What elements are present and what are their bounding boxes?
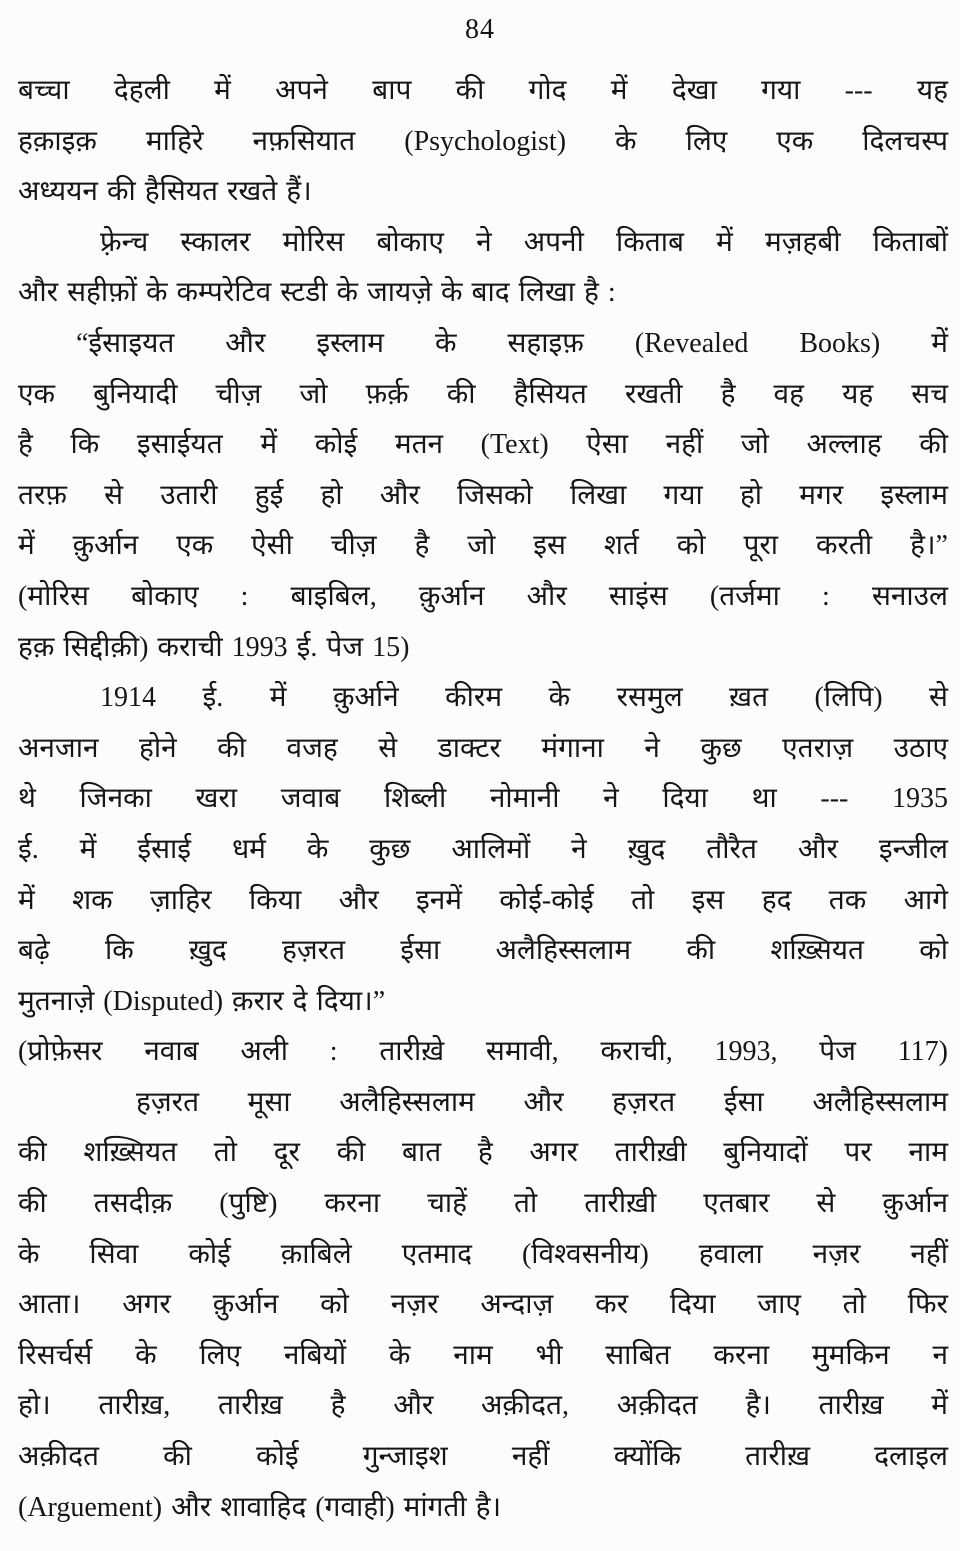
text-line: हज़रत मूसा अलैहिस्सलाम और हज़रत ईसा अलैहिस्सलाम	[136, 1086, 948, 1118]
text-line: में क़ुर्आन एक ऐसी चीज़ है जो इस शर्त को पूरा करती है।”	[18, 530, 948, 562]
citation-line: (प्रोफ़ेसर नवाब अली : तारीख़े समावी, कराची, 1993, पेज 117)	[18, 1036, 948, 1068]
text-line: आता। अगर क़ुर्आन को नज़र अन्दाज़ कर दिया जाए तो फिर	[18, 1289, 948, 1321]
page-body	[0, 54, 960, 1533]
page-number: 84	[465, 14, 495, 45]
text-line: फ़्रेन्च स्कालर मोरिस बोकाए ने अपनी किताब में मज़हबी किताबों	[100, 226, 948, 258]
text-line: और सहीफ़ों के कम्परेटिव स्टडी के जायज़े के बाद लिखा है :	[18, 277, 616, 309]
text-line: “ईसाइयत और इस्लाम के सहाइफ़ (Revealed Books) में	[76, 327, 948, 359]
text-line: एक बुनियादी चीज़ जो फ़र्क़ की हैसियत रखती है वह यह सच	[18, 378, 948, 410]
text-line: के सिवा कोई क़ाबिले एतमाद (विश्वसनीय) हवाला नज़र नहीं	[18, 1238, 948, 1270]
text-line: की तसदीक़ (पुष्टि) करना चाहें तो तारीख़ी एतबार से क़ुर्आन	[18, 1188, 948, 1220]
text-line: थे जिनका खरा जवाब शिब्ली नोमानी ने दिया था --- 1935	[18, 783, 948, 815]
text-line: (Arguement) और शावाहिद (गवाही) मांगती है।	[18, 1491, 502, 1523]
citation-line: हक़ सिद्दीक़ी) कराची 1993 ई. पेज 15)	[18, 631, 410, 663]
text-line: अनजान होने की वजह से डाक्टर मंगाना ने कुछ एतराज़ उठाए	[18, 732, 948, 764]
text-line: बच्चा देहली में अपने बाप की गोद में देखा गया --- यह	[18, 75, 948, 106]
text-line: की शख़्सियत तो दूर की बात है अगर तारीख़ी बुनियादों पर नाम	[18, 1137, 948, 1169]
text-line: मुतनाज़े (Disputed) क़रार दे दिया।”	[18, 985, 386, 1017]
text-line: तरफ़ से उतारी हुई हो और जिसको लिखा गया हो मगर इस्लाम	[18, 479, 948, 511]
text-line: बढ़े कि ख़ुद हज़रत ईसा अलैहिस्सलाम की शख़्सियत को	[18, 935, 948, 967]
text-line: अध्ययन की हैसियत रखते हैं।	[18, 176, 312, 208]
text-line: हो। तारीख़, तारीख़ है और अक़ीदत, अक़ीदत है। तारीख़ में	[18, 1390, 948, 1422]
text-line: ई. में ईसाई धर्म के कुछ आलिमों ने ख़ुद तौरैत और इन्जील	[18, 833, 948, 865]
text-line: है कि इसाईयत में कोई मतन (Text) ऐसा नहीं जो अल्लाह की	[18, 429, 948, 461]
citation-line: (मोरिस बोकाए : बाइबिल, क़ुर्आन और साइंस (तर्जमा : सनाउल	[18, 580, 948, 612]
text-line: में शक ज़ाहिर किया और इनमें कोई-कोई तो इस हद तक आगे	[18, 884, 948, 916]
text-line: रिसर्चर्स के लिए नबियों के नाम भी साबित करना मुमकिन न	[18, 1339, 948, 1371]
text-line: 1914 ई. में क़ुर्आने कीरम के रसमुल ख़त (लिपि) से	[100, 682, 948, 714]
text-line: अक़ीदत की कोई गुन्जाइश नहीं क्योंकि तारीख़ दलाइल	[18, 1441, 948, 1473]
text-line: हक़ाइक़ माहिरे नफ़सियात (Psychologist) के लिए एक दिलचस्प	[18, 125, 948, 157]
